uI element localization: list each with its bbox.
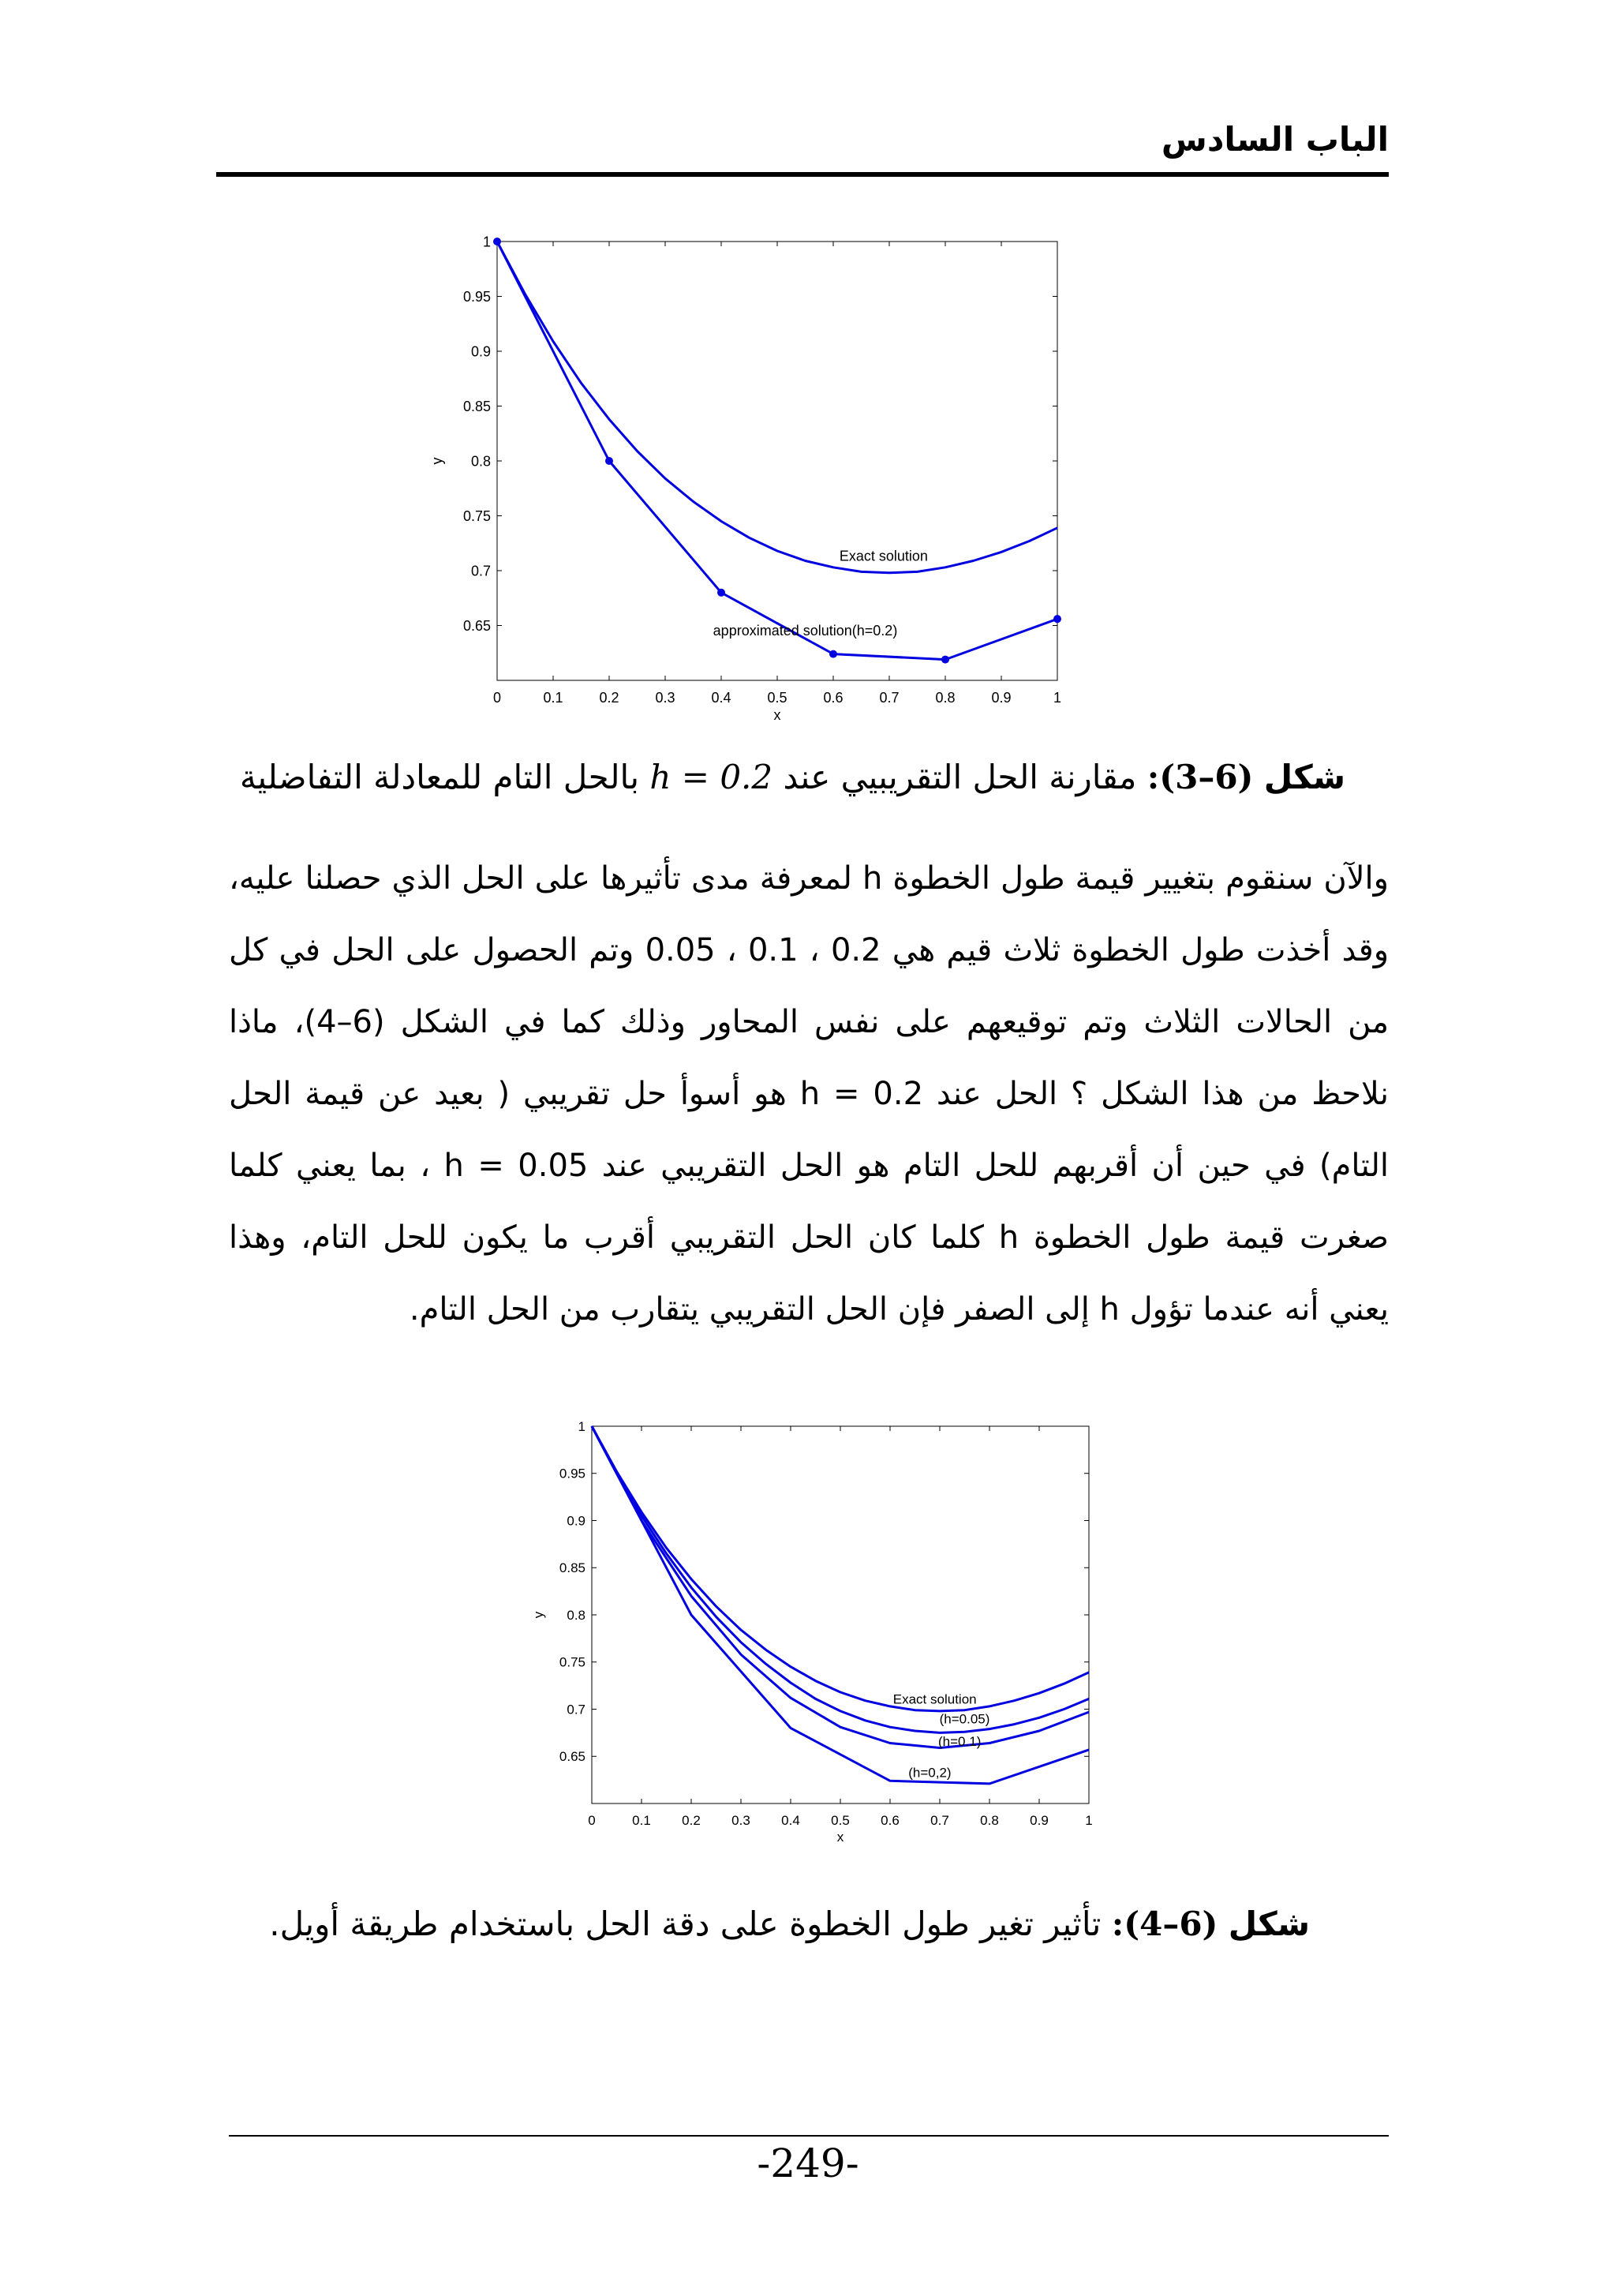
x-tick-label: 0.6 xyxy=(881,1813,900,1828)
caption-text: مقارنة الحل التقريبيي عند xyxy=(772,758,1137,796)
series-annotation: (h=0.05) xyxy=(939,1711,990,1727)
y-axis-label: y xyxy=(429,457,445,465)
series-annotation: (h=0,2) xyxy=(908,1765,952,1781)
series-line-1 xyxy=(497,242,1057,660)
data-point xyxy=(941,656,949,664)
x-axis-label: x xyxy=(836,1830,844,1845)
y-tick-label: 0.95 xyxy=(559,1466,585,1481)
series-annotation: (h=0.1) xyxy=(938,1734,982,1750)
y-tick-label: 0.9 xyxy=(567,1513,585,1529)
x-tick-label: 0.8 xyxy=(980,1813,999,1828)
caption-math: h = 0.2 xyxy=(649,758,773,796)
y-tick-label: 0.7 xyxy=(567,1702,585,1717)
y-tick-label: 0.85 xyxy=(559,1560,585,1576)
plot-area-frame xyxy=(497,242,1057,680)
page-number: -249- xyxy=(757,2141,859,2186)
caption-label: شكل xyxy=(1263,758,1345,796)
chapter-title: الباب السادس xyxy=(1161,120,1389,159)
figure-2-chart xyxy=(533,1417,1101,1867)
footer-divider xyxy=(229,2135,1389,2137)
header-divider xyxy=(216,172,1389,177)
data-point xyxy=(605,457,613,465)
series-line-1 xyxy=(592,1426,1089,1732)
x-tick-label: 0.2 xyxy=(682,1813,701,1828)
x-tick-label: 0.7 xyxy=(930,1813,949,1828)
x-tick-label: 1 xyxy=(1085,1813,1093,1828)
x-tick-label: 0 xyxy=(492,690,502,706)
y-tick-label: 0.9 xyxy=(470,343,491,360)
y-tick-label: 0.95 xyxy=(462,288,491,305)
x-axis-label: x xyxy=(773,707,781,723)
caption-text-after: بالحل التام للمعادلة التفاضلية xyxy=(239,758,640,796)
data-point xyxy=(717,589,725,597)
figure-1-chart xyxy=(429,229,1081,734)
plot-area-frame xyxy=(592,1426,1089,1803)
y-tick-label: 0.75 xyxy=(462,508,491,524)
x-tick-label: 0.3 xyxy=(655,690,675,706)
x-tick-label: 0.6 xyxy=(823,690,844,706)
x-tick-label: 0 xyxy=(588,1813,596,1828)
y-tick-label: 0.75 xyxy=(559,1654,585,1670)
y-tick-label: 0.8 xyxy=(470,453,491,470)
series-annotation: Exact solution xyxy=(892,1691,977,1707)
caption-text: تأثير تغير طول الخطوة على دقة الحل باستخدام طريقة أويل. xyxy=(269,1905,1102,1943)
y-tick-label: 0.8 xyxy=(567,1607,585,1623)
x-tick-label: 0.8 xyxy=(935,690,956,706)
figure-1-caption xyxy=(240,758,1345,796)
x-tick-label: 0.5 xyxy=(767,690,787,706)
x-tick-label: 0.4 xyxy=(781,1813,800,1828)
x-tick-label: 0.7 xyxy=(879,690,900,706)
y-tick-label: 1 xyxy=(578,1418,585,1434)
caption-number: (6–3): xyxy=(1147,758,1254,796)
x-tick-label: 0.3 xyxy=(731,1813,750,1828)
x-tick-label: 0.9 xyxy=(991,690,1012,706)
series-annotation: approximated solution(h=0.2) xyxy=(713,623,898,639)
data-point xyxy=(1053,615,1061,623)
y-axis-label: y xyxy=(531,1611,546,1619)
series-line-3 xyxy=(592,1426,1089,1784)
y-tick-label: 0.7 xyxy=(470,563,491,579)
x-tick-label: 0.2 xyxy=(599,690,619,706)
y-tick-label: 0.65 xyxy=(462,617,491,634)
figure-2-caption xyxy=(269,1905,1310,1943)
y-tick-label: 1 xyxy=(482,234,491,250)
x-tick-label: 0.4 xyxy=(711,690,731,706)
series-annotation: Exact solution xyxy=(839,548,928,564)
x-tick-label: 1 xyxy=(1053,690,1062,706)
caption-label: شكل xyxy=(1228,1905,1310,1943)
y-tick-label: 0.65 xyxy=(559,1749,585,1765)
x-tick-label: 0.1 xyxy=(632,1813,651,1828)
y-tick-label: 0.85 xyxy=(462,398,491,414)
body-paragraph: والآن سنقوم بتغيير قيمة طول الخطوة h لمعرفة مدى تأثيرها على الحل الذي حصلنا عليه، وقد أخذت طول الخطوة ثلاث قيم هي 0.2 ، 0.1 ، 0.05 وتم الحصول على الحل في كل من الحالات الثلاث وتم توقيعهم على نفس المحاور وذلك كما في الشكل (6–4)، ماذا نلاحظ من هذا الشكل ؟ الحل عند h = 0.2 هو أسوأ حل تقريبي ( بعيد عن قيمة الحل التام) في حين أن أقربهم للحل التام هو الحل التقريبي عند h = 0.05 ، بما يعني كلما صغرت قيمة طول الخطوة h كلما كان الحل التقريبي أقرب ما يكون للحل التام، وهذا يعني أنه عندما تؤول h إلى الصفر فإن الحل التقريبي يتقارب من الحل التام. xyxy=(229,860,1390,1328)
data-point xyxy=(493,238,501,245)
x-tick-label: 0.9 xyxy=(1030,1813,1049,1828)
x-tick-label: 0.1 xyxy=(543,690,563,706)
x-tick-label: 0.5 xyxy=(831,1813,850,1828)
data-point xyxy=(829,650,837,658)
caption-number: (6–4): xyxy=(1111,1905,1218,1943)
